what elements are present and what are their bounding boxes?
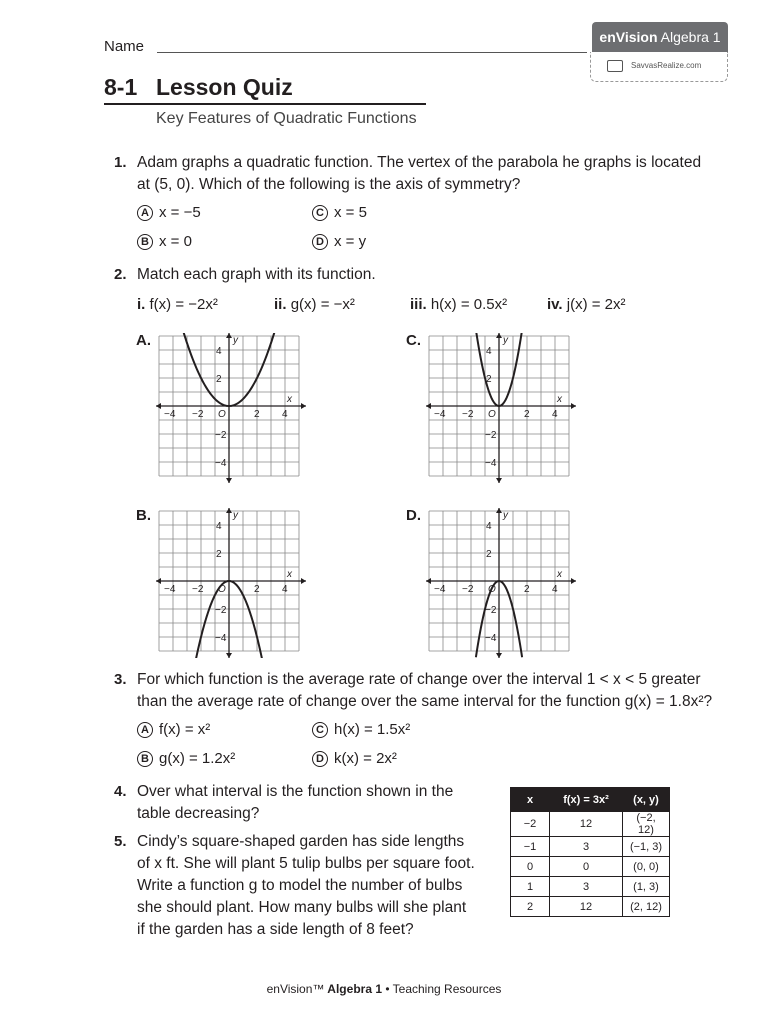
- q4-text-line1: Over what interval is the function shown in the: [137, 783, 454, 800]
- y-axis-label: y: [503, 335, 508, 346]
- x-axis-label: x: [287, 394, 292, 405]
- realize-link[interactable]: SavvasRealize.com: [631, 61, 702, 70]
- tick-label: 2: [524, 409, 530, 420]
- table-row: [511, 857, 670, 877]
- option-letter-icon: B: [137, 234, 153, 250]
- graph-d-label: D.: [406, 507, 421, 524]
- brand-banner: [592, 22, 728, 52]
- tick-label: −4: [485, 458, 497, 469]
- title-rule: [104, 103, 426, 105]
- option-letter-icon: A: [137, 722, 153, 738]
- q2-func-iii: [410, 296, 507, 313]
- table-cell: (−1, 3): [623, 837, 670, 857]
- tick-label: 4: [282, 409, 288, 420]
- tick-label: 2: [254, 409, 260, 420]
- footer-brand: enVision™: [266, 982, 325, 996]
- q2-func-i: [137, 296, 218, 313]
- tick-label: −4: [434, 409, 446, 420]
- table-row: [511, 897, 670, 917]
- tick-label: 2: [524, 584, 530, 595]
- tick-label: −2: [192, 584, 204, 595]
- tick-label: 4: [486, 521, 492, 532]
- page-footer: [0, 982, 768, 996]
- table-cell: (−2, 12): [623, 812, 670, 837]
- tick-label: −2: [485, 430, 497, 441]
- option-text: x = −5: [159, 204, 201, 221]
- option-text: g(x) = 1.2x²: [159, 750, 236, 767]
- table-cell: (0, 0): [623, 857, 670, 877]
- tick-label: 4: [486, 346, 492, 357]
- q3-option-a[interactable]: [137, 721, 210, 738]
- footer-book: Algebra 1: [324, 982, 382, 996]
- table-cell: 3: [550, 837, 623, 857]
- table-cell: 2: [511, 897, 550, 917]
- option-text: h(x) = 1.5x²: [334, 721, 411, 738]
- footer-rest: • Teaching Resources: [382, 982, 502, 996]
- origin-label: O: [218, 584, 226, 595]
- table-row: [511, 812, 670, 837]
- table-cell: 0: [511, 857, 550, 877]
- q5-line: Write a function g to model the number of bulbs: [137, 877, 463, 894]
- option-letter-icon: C: [312, 722, 328, 738]
- graph-d: [426, 508, 576, 658]
- option-text: k(x) = 2x²: [334, 750, 397, 767]
- q5-line: if the garden has a side length of 8 feet?: [137, 921, 414, 938]
- tick-label: −4: [485, 633, 497, 644]
- y-axis-label: y: [233, 335, 238, 346]
- tick-label: 2: [216, 374, 222, 385]
- option-text: x = 5: [334, 204, 367, 221]
- q5-number: 5.: [114, 833, 127, 850]
- graph-c-label: C.: [406, 332, 421, 349]
- lesson-title: Lesson Quiz: [156, 74, 293, 100]
- x-axis-label: x: [287, 569, 292, 580]
- graph-b-label: B.: [136, 507, 151, 524]
- q1-text-line1: Adam graphs a quadratic function. The vertex of the parabola he graphs is located: [137, 154, 702, 171]
- q3-text-line1: For which function is the average rate of change over the interval 1 < x < 5 greater: [137, 671, 701, 688]
- tick-label: 4: [552, 584, 558, 595]
- tick-label: 4: [282, 584, 288, 595]
- option-letter-icon: C: [312, 205, 328, 221]
- q2-func-iv: [547, 296, 626, 313]
- q3-text-line2: than the average rate of change over the same interval for the function g(x) = 1.8x²?: [137, 693, 713, 710]
- option-letter-icon: D: [312, 234, 328, 250]
- function-table: [510, 787, 670, 917]
- graph-c: [426, 333, 576, 483]
- q3-number: 3.: [114, 671, 127, 688]
- option-letter-icon: D: [312, 751, 328, 767]
- table-row: [511, 877, 670, 897]
- lesson-number: 8-1: [104, 74, 138, 100]
- roman-label: ii.: [274, 296, 287, 313]
- tick-label: −4: [434, 584, 446, 595]
- table-cell: (2, 12): [623, 897, 670, 917]
- table-cell: 3: [550, 877, 623, 897]
- tick-label: −2: [462, 584, 474, 595]
- q2-number: 2.: [114, 266, 127, 283]
- option-text: x = 0: [159, 233, 192, 250]
- graph-a-label: A.: [136, 332, 151, 349]
- realize-box: [590, 52, 728, 82]
- tick-label: −4: [215, 458, 227, 469]
- tick-label: 2: [254, 584, 260, 595]
- q4-text-line2: table decreasing?: [137, 805, 260, 822]
- origin-label: O: [488, 584, 496, 595]
- q5-line: of x ft. She will plant 5 tulip bulbs per square foot.: [137, 855, 475, 872]
- table-cell: −1: [511, 837, 550, 857]
- tick-label: −2: [192, 409, 204, 420]
- tick-label: 2: [486, 549, 492, 560]
- func-text: f(x) = −2x²: [149, 296, 218, 313]
- table-row: [511, 837, 670, 857]
- tick-label: −2: [485, 605, 497, 616]
- brand-prefix: enVision: [599, 29, 658, 45]
- laptop-icon: [607, 60, 623, 72]
- q1-option-b[interactable]: [137, 233, 192, 250]
- option-text: f(x) = x²: [159, 721, 211, 738]
- q5-line: Cindy’s square-shaped garden has side lengths: [137, 833, 465, 850]
- tick-label: 4: [216, 521, 222, 532]
- y-axis-label: y: [233, 510, 238, 521]
- table-cell: 1: [511, 877, 550, 897]
- origin-label: O: [488, 409, 496, 420]
- q4-number: 4.: [114, 783, 127, 800]
- q3-option-c[interactable]: [312, 721, 410, 738]
- q2-func-ii: [274, 296, 355, 313]
- lesson-subtitle: Key Features of Quadratic Functions: [156, 110, 417, 127]
- table-header: (x, y): [623, 788, 670, 812]
- q1-option-c[interactable]: [312, 204, 367, 221]
- option-letter-icon: B: [137, 751, 153, 767]
- roman-label: iii.: [410, 296, 427, 313]
- q3-option-d[interactable]: [312, 750, 397, 767]
- table-header: x: [511, 788, 550, 812]
- table-cell: 12: [550, 812, 623, 837]
- name-line: [157, 52, 587, 53]
- q1-number: 1.: [114, 154, 127, 171]
- option-letter-icon: A: [137, 205, 153, 221]
- roman-label: iv.: [547, 296, 563, 313]
- q1-option-a[interactable]: [137, 204, 201, 221]
- table-header: f(x) = 3x²: [550, 788, 623, 812]
- func-text: g(x) = −x²: [290, 296, 355, 313]
- q5-line: she should plant. How many bulbs will she plant: [137, 899, 467, 916]
- x-axis-label: x: [557, 394, 562, 405]
- y-axis-label: y: [503, 510, 508, 521]
- tick-label: −4: [164, 409, 176, 420]
- table-header-row: [511, 788, 670, 812]
- tick-label: −2: [462, 409, 474, 420]
- option-text: x = y: [334, 233, 367, 250]
- q1-text-line2: at (5, 0). Which of the following is the axis of symmetry?: [137, 176, 521, 193]
- graph-a: [156, 333, 306, 483]
- table-cell: (1, 3): [623, 877, 670, 897]
- tick-label: 4: [216, 346, 222, 357]
- name-label: Name: [104, 38, 145, 55]
- roman-label: i.: [137, 296, 146, 313]
- table-cell: 12: [550, 897, 623, 917]
- tick-label: −2: [215, 605, 227, 616]
- table-cell: 0: [550, 857, 623, 877]
- tick-label: 2: [216, 549, 222, 560]
- q3-option-b[interactable]: [137, 750, 235, 767]
- graph-b: [156, 508, 306, 658]
- tick-label: −4: [215, 633, 227, 644]
- func-text: j(x) = 2x²: [566, 296, 626, 313]
- table-cell: −2: [511, 812, 550, 837]
- tick-label: −4: [164, 584, 176, 595]
- tick-label: 4: [552, 409, 558, 420]
- tick-label: 2: [486, 374, 492, 385]
- brand-suffix: Algebra 1: [657, 29, 721, 45]
- x-axis-label: x: [557, 569, 562, 580]
- func-text: h(x) = 0.5x²: [430, 296, 508, 313]
- origin-label: O: [218, 409, 226, 420]
- tick-label: −2: [215, 430, 227, 441]
- q1-option-d[interactable]: [312, 233, 366, 250]
- q2-text: Match each graph with its function.: [137, 266, 376, 283]
